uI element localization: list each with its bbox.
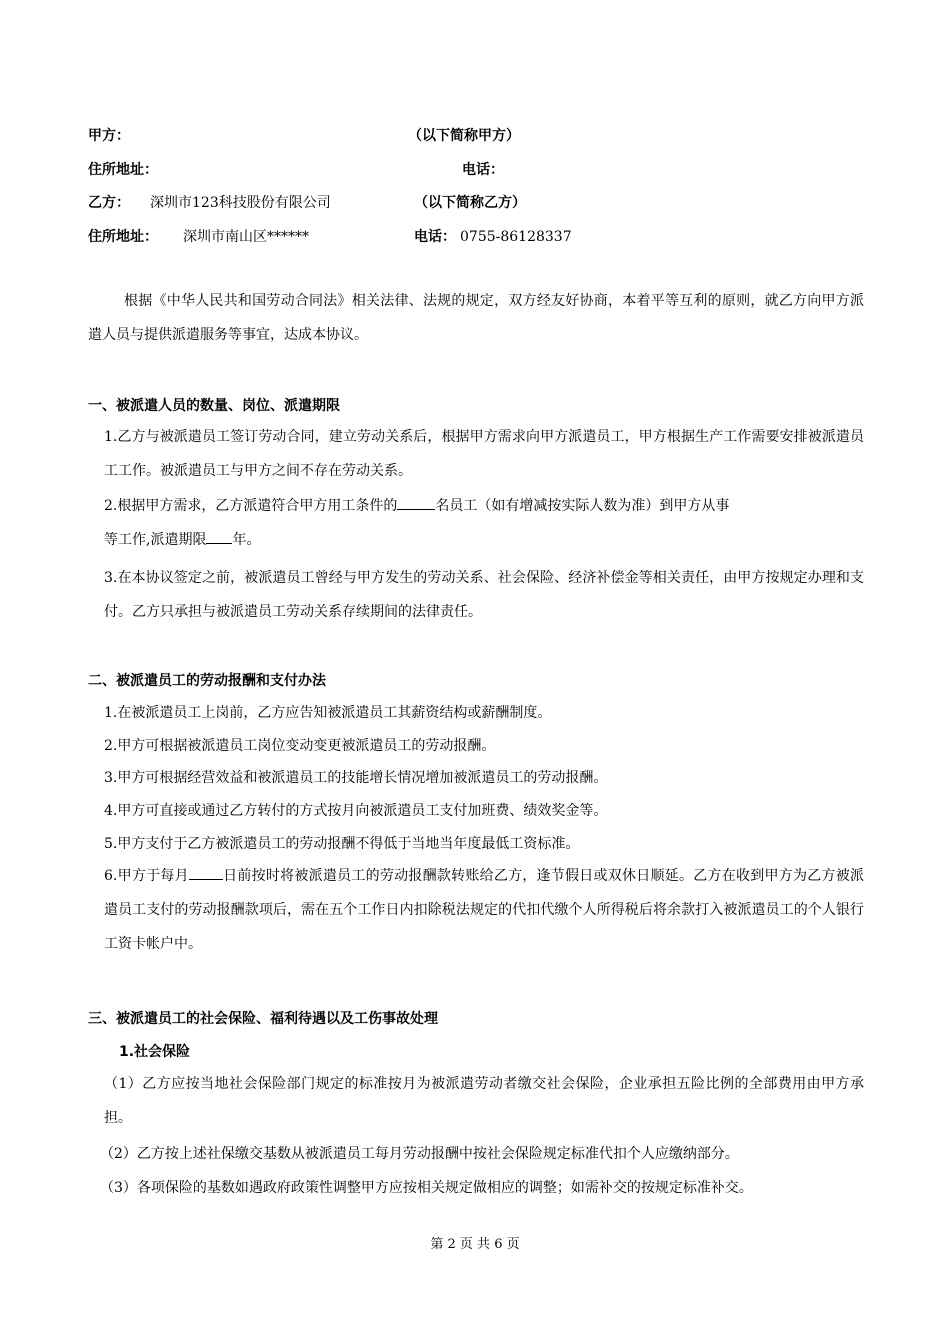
- section2-item6-b: 日前按时将被派遣员工的劳动报酬款转账给乙方，逢节假日或双休日顺延。乙方在收到甲方为乙方被派遣员工支付的劳动报酬款项后，需在五个工作日内扣除税法规定的代扣代缴个人所得税后将余款打入被派遣员工的个人银行工资卡帐户中。: [104, 868, 865, 952]
- intro-paragraph: 根据《中华人民共和国劳动合同法》相关法律、法规的规定，双方经友好协商，本着平等互利的原则，就乙方向甲方派遣人员与提供派遣服务等事宜，达成本协议。: [88, 293, 864, 343]
- section2-item5: 5.甲方支付于乙方被派遣员工的劳动报酬不得低于当地当年度最低工资标准。: [104, 836, 580, 852]
- address-a-label: 住所地址：: [88, 162, 158, 178]
- section3-item3: （3）各项保险的基数如遇政府政策性调整甲方应按相关规定做相应的调整；如需补交的按规定标准补交。: [100, 1180, 753, 1196]
- section2-item2: 2.甲方可根据被派遣员工岗位变动变更被派遣员工的劳动报酬。: [104, 738, 496, 754]
- section2-item4: 4.甲方可直接或通过乙方转付的方式按月向被派遣员工支付加班费、绩效奖金等。: [104, 803, 608, 819]
- day-blank: [189, 865, 223, 880]
- section1-item1: 1.乙方与被派遣员工签订劳动合同，建立劳动关系后，根据甲方需求向甲方派遣员工，甲方根据生产工作需要安排被派遣员工工作。被派遣员工与甲方之间不存在劳动关系。: [104, 429, 864, 479]
- party-b-note: （以下简称乙方）: [414, 195, 526, 211]
- term-blank: [206, 529, 232, 544]
- section1-item2-d: 年。: [232, 532, 261, 548]
- address-b-value: 深圳市南山区******: [183, 229, 309, 245]
- section1-item2-c: 等工作,派遣期限: [104, 532, 207, 548]
- section3-sub1: 1.社会保险: [119, 1044, 191, 1060]
- section1-item2: [104, 489, 864, 557]
- phone-b-value: 0755-86128337: [460, 229, 572, 245]
- section1-item2-a: 2.根据甲方需求，乙方派遣符合甲方用工条件的: [104, 498, 398, 514]
- section1-title: 一、被派遣人员的数量、岗位、派遣期限: [88, 398, 340, 414]
- count-blank: [397, 495, 435, 510]
- phone-a-label: 电话：: [462, 162, 504, 178]
- party-b-name: 深圳市123科技股份有限公司: [150, 195, 331, 211]
- party-a-label: 甲方：: [88, 128, 130, 144]
- section1-item3: 3.在本协议签定之前，被派遣员工曾经与甲方发生的劳动关系、社会保险、经济补偿金等相关责任，由甲方按规定办理和支付。乙方只承担与被派遣员工劳动关系存续期间的法律责任。: [104, 570, 864, 620]
- section3-title: 三、被派遣员工的社会保险、福利待遇以及工伤事故处理: [88, 1011, 438, 1027]
- phone-b-label: 电话：: [414, 229, 456, 245]
- section1-item2-b: 名员工（如有增减按实际人数为准）到甲方从事: [435, 498, 730, 514]
- party-a-note: （以下简称甲方）: [408, 128, 520, 144]
- section3-item2: （2）乙方按上述社保缴交基数从被派遣员工每月劳动报酬中按社会保险规定标准代扣个人应缴纳部分。: [100, 1146, 739, 1162]
- section2-title: 二、被派遣员工的劳动报酬和支付办法: [88, 673, 326, 689]
- section3-item1: （1）乙方应按当地社会保险部门规定的标准按月为被派遣劳动者缴交社会保险，企业承担五险比例的全部费用由甲方承担。: [104, 1076, 864, 1126]
- section2-item1: 1.在被派遣员工上岗前，乙方应告知被派遣员工其薪资结构或薪酬制度。: [104, 705, 552, 721]
- address-b-label: 住所地址：: [88, 229, 158, 245]
- section2-item6: [104, 859, 864, 961]
- page-number-footer: 第 2 页 共 6 页: [430, 1237, 520, 1252]
- party-b-label: 乙方：: [88, 195, 130, 211]
- section2-item3: 3.甲方可根据经营效益和被派遣员工的技能增长情况增加被派遣员工的劳动报酬。: [104, 770, 608, 786]
- section2-item6-a: 6.甲方于每月: [104, 868, 189, 884]
